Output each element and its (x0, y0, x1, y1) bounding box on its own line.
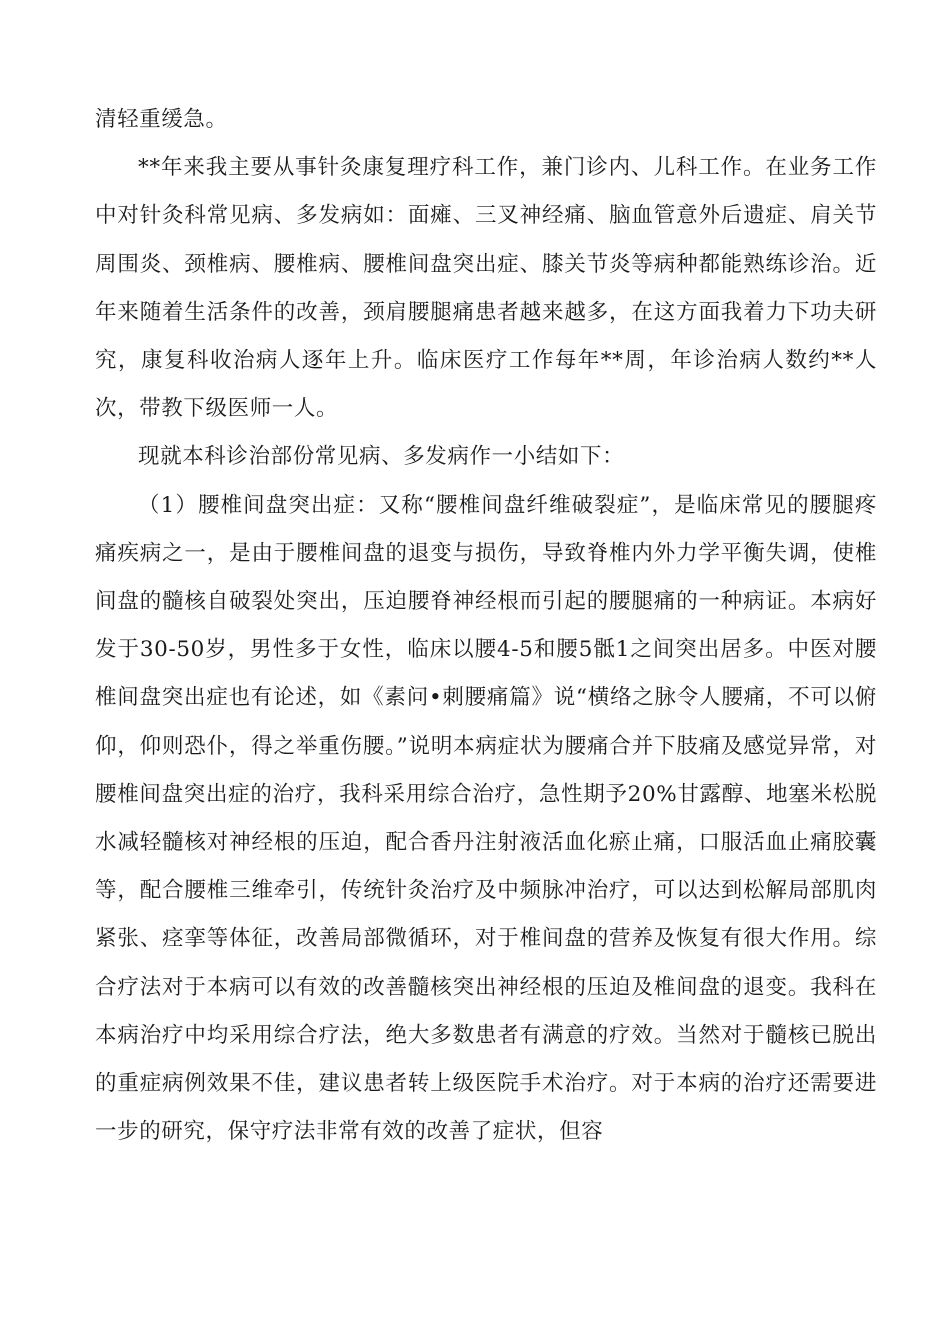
document-body (95, 96, 877, 1156)
paragraph-work-summary: **年来我主要从事针灸康复理疗科工作，兼门诊内、儿科工作。在业务工作中对针灸科常见病、多发病如：面瘫、三叉神经痛、脑血管意外后遗症、肩关节周围炎、颈椎病、腰椎病、腰椎间盘突出症、膝关节炎等病种都能熟练诊治。近年来随着生活条件的改善，颈肩腰腿痛患者越来越多，在这方面我着力下功夫研究，康复科收治病人逐年上升。临床医疗工作每年**周，年诊治病人数约**人次，带教下级医师一人。 (95, 155, 877, 422)
paragraph-continuation: 清轻重缓急。 (95, 107, 228, 132)
paragraph-intro: 现就本科诊治部份常见病、多发病作一小结如下： (138, 444, 625, 470)
paragraph-lumbar-disc: （1）腰椎间盘突出症：又称“腰椎间盘纤维破裂症”，是临床常见的腰腿疼痛疾病之一，是由于腰椎间盘的退变与损伤，导致脊椎内外力学平衡失调，使椎间盘的髓核自破裂处突出，压迫腰脊神经根而引起的腰腿痛的一种病证。本病好发于30-50岁，男性多于女性，临床以腰4-5和腰5骶1之间突出居多。中医对腰椎间盘突出症也有论述，如《素问•刺腰痛篇》说“横络之脉令人腰痛，不可以俯仰，仰则恐仆，得之举重伤腰。”说明本病症状为腰痛合并下肢痛及感觉异常，对腰椎间盘突出症的治疗，我科采用综合治疗，急性期予20%甘露醇、地塞米松脱水减轻髓核对神经根的压迫，配合香丹注射液活血化瘀止痛，口服活血止痛胶囊等，配合腰椎三维牵引，传统针灸治疗及中频脉冲治疗，可以达到松解局部肌肉紧张、痉挛等体征，改善局部微循环，对于椎间盘的营养及恢复有很大作用。综合疗法对于本病可以有效的改善髓核突出神经根的压迫及椎间盘的退变。我科在本病治疗中均采用综合疗法，绝大多数患者有满意的疗效。当然对于髓核已脱出的重症病例效果不佳，建议患者转上级医院手术治疗。对于本病的治疗还需要进一步的研究，保守疗法非常有效的改善了症状，但容 (95, 492, 877, 1145)
